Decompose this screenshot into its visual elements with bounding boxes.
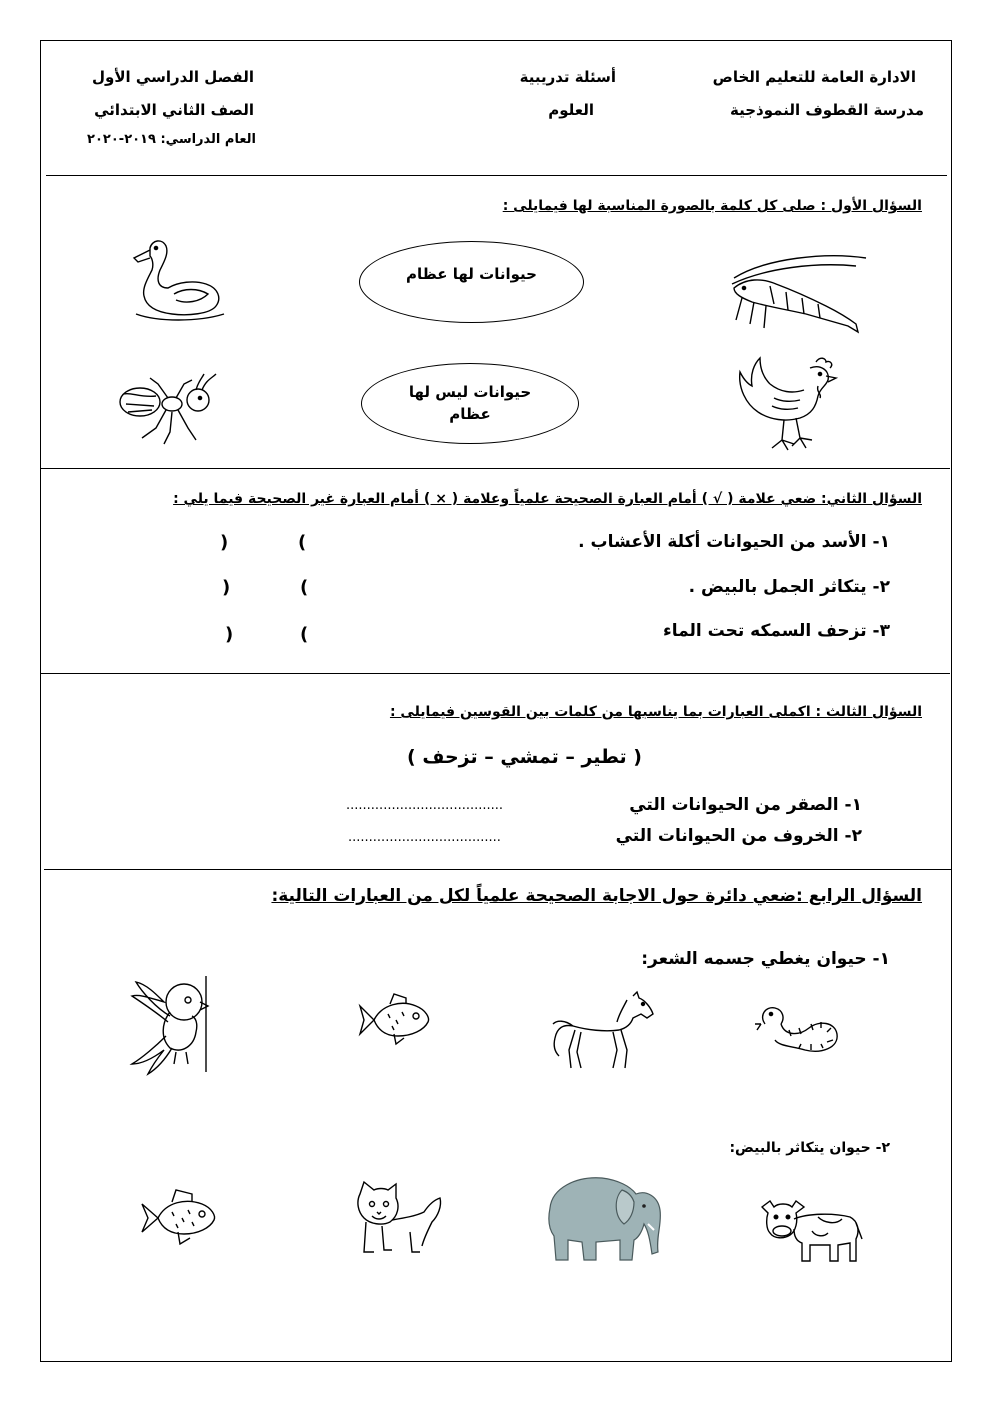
q1-title: السؤال الأول : صلى كل كلمة بالصورة المناسبة لها فيمايلى :: [502, 198, 922, 214]
duck-image[interactable]: [128, 236, 228, 324]
q4-item-1: ١- حيوان يغطي جسمه الشعر:: [641, 949, 890, 969]
shrimp-image[interactable]: [726, 248, 871, 333]
q3-item-1: ١- الصقر من الحيوانات التي: [629, 795, 862, 815]
q3-answer-blank-1[interactable]: ......................................: [346, 798, 504, 813]
answer-paren-close[interactable]: (: [300, 577, 309, 598]
answer-paren-close[interactable]: (: [298, 532, 307, 553]
oval1-label: حيوانات لها عظام: [406, 265, 537, 284]
rooster-image[interactable]: [730, 354, 840, 454]
q2-title: السؤال الثاني: ضعي علامة ( √ ) أمام العبارة الصحيحة علمياً وعلامة ( × ) أمام العبارة غير الصحيحة فيما يلي :: [173, 491, 922, 507]
oval2-label-line1: حيوانات ليس لها: [408, 382, 532, 401]
q3-title: السؤال الثالث : اكملى العبارات بما يناسبها من كلمات بين القوسين فيمايلى :: [389, 704, 922, 720]
divider: [40, 673, 950, 674]
cat-image[interactable]: [352, 1180, 444, 1260]
q2-item-3: ٣- تزحف السمكه تحت الماء: [663, 621, 890, 641]
header-title: أسئلة تدريبية: [519, 68, 616, 86]
q3-word-choices: ( تطير – تمشي – تزحف ): [407, 746, 642, 768]
divider: [44, 869, 952, 870]
q4-title: السؤال الرابع :ضعي دائرة حول الاجابة الصحيحة علمياً لكل من العبارات التالية:: [271, 886, 922, 906]
fish-image[interactable]: [356, 990, 432, 1048]
header-school: مدرسة القطوف النموذجية: [730, 101, 924, 119]
header-grade: الصف الثاني الابتدائي: [94, 101, 254, 119]
header-year: العام الدراسي: ٢٠١٩-٢٠٢٠: [87, 132, 256, 147]
oval-animals-without-bones[interactable]: [361, 363, 579, 444]
header-subject: العلوم: [548, 101, 594, 119]
answer-paren-close[interactable]: (: [300, 624, 309, 645]
bird-image[interactable]: [126, 972, 212, 1076]
answer-paren-open[interactable]: ): [220, 532, 229, 553]
answer-paren-open[interactable]: ): [225, 624, 234, 645]
header-admin: الادارة العامة للتعليم الخاص: [712, 68, 916, 86]
q2-item-2: ٢- يتكاثر الجمل بالبيض .: [688, 577, 890, 597]
header-semester: الفصل الدراسي الأول: [92, 68, 254, 86]
answer-paren-open[interactable]: ): [222, 577, 231, 598]
divider: [40, 468, 950, 469]
fish-image[interactable]: [140, 1186, 218, 1248]
q2-item-1: ١- الأسد من الحيوانات أكلة الأعشاب .: [578, 532, 890, 552]
q4-item-2: ٢- حيوان يتكاثر بالبيض:: [729, 1140, 890, 1156]
q3-answer-blank-2[interactable]: .....................................: [348, 830, 501, 845]
divider: [46, 175, 947, 176]
snake-image[interactable]: [755, 1002, 841, 1056]
horse-image[interactable]: [547, 990, 657, 1072]
cow-image[interactable]: [758, 1195, 862, 1267]
oval2-label-line2: عظام: [449, 404, 491, 423]
elephant-image[interactable]: [540, 1168, 670, 1266]
ant-image[interactable]: [112, 372, 232, 447]
q3-item-2: ٢- الخروف من الحيوانات التي: [615, 826, 862, 846]
oval-animals-with-bones[interactable]: [359, 241, 584, 323]
